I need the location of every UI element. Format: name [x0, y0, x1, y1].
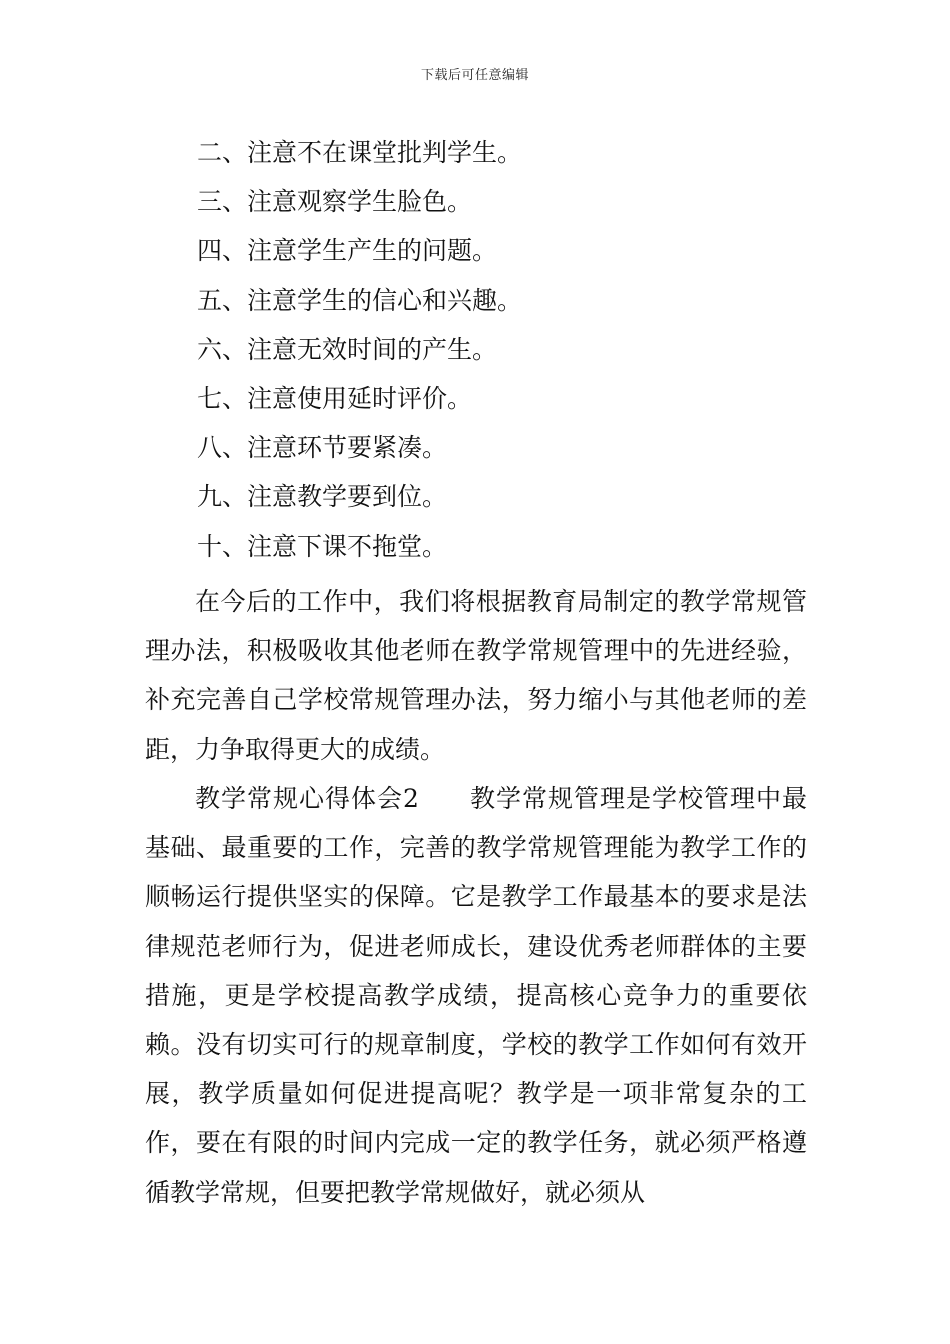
- list-item: 十、注意下课不拖堂。: [197, 531, 448, 561]
- page-header: 下载后可任意编辑: [420, 68, 529, 83]
- list-item: 四、注意学生产生的问题。: [197, 236, 498, 266]
- section-heading: 教学常规心得体会2: [195, 784, 419, 813]
- list-item: 九、注意教学要到位。: [197, 482, 448, 512]
- section-body: 教学常规管理是学校管理中最基础、最重要的工作，完善的教学常规管理能为教学工作的顺畅运行提供坚实的保障。它是教学工作最基本的要求是法律规范老师行为，促进老师成长，建设优秀老师群体的主要措施，更是学校提高教学成绩，提高核心竞争力的重要依赖。没有切实可行的规章制度，学校的教学工作如何有效开展，教学质量如何促进提高呢？教学是一项非常复杂的工作，要在有限的时间内完成一定的教学任务，就必须严格遵循教学常规，但要把教学常规做好，就必须从: [145, 784, 807, 1207]
- list-item: 二、注意不在课堂批判学生。: [197, 138, 523, 167]
- list-item: 六、注意无效时间的产生。: [197, 334, 498, 364]
- body-paragraph-2: [145, 774, 807, 1217]
- list-item: 七、注意使用延时评价。: [197, 383, 473, 413]
- list-item: 八、注意环节要紧凑。: [197, 433, 448, 463]
- list-item: 三、注意观察学生脸色。: [197, 187, 473, 217]
- list-item: 五、注意学生的信心和兴趣。: [197, 285, 523, 315]
- body-paragraph: 在今后的工作中，我们将根据教育局制定的教学常规管理办法，积极吸收其他老师在教学常规管理中的先进经验，补充完善自己学校常规管理办法，努力缩小与其他老师的差距，力争取得更大的成绩。: [145, 587, 807, 764]
- attention-list: [197, 128, 522, 571]
